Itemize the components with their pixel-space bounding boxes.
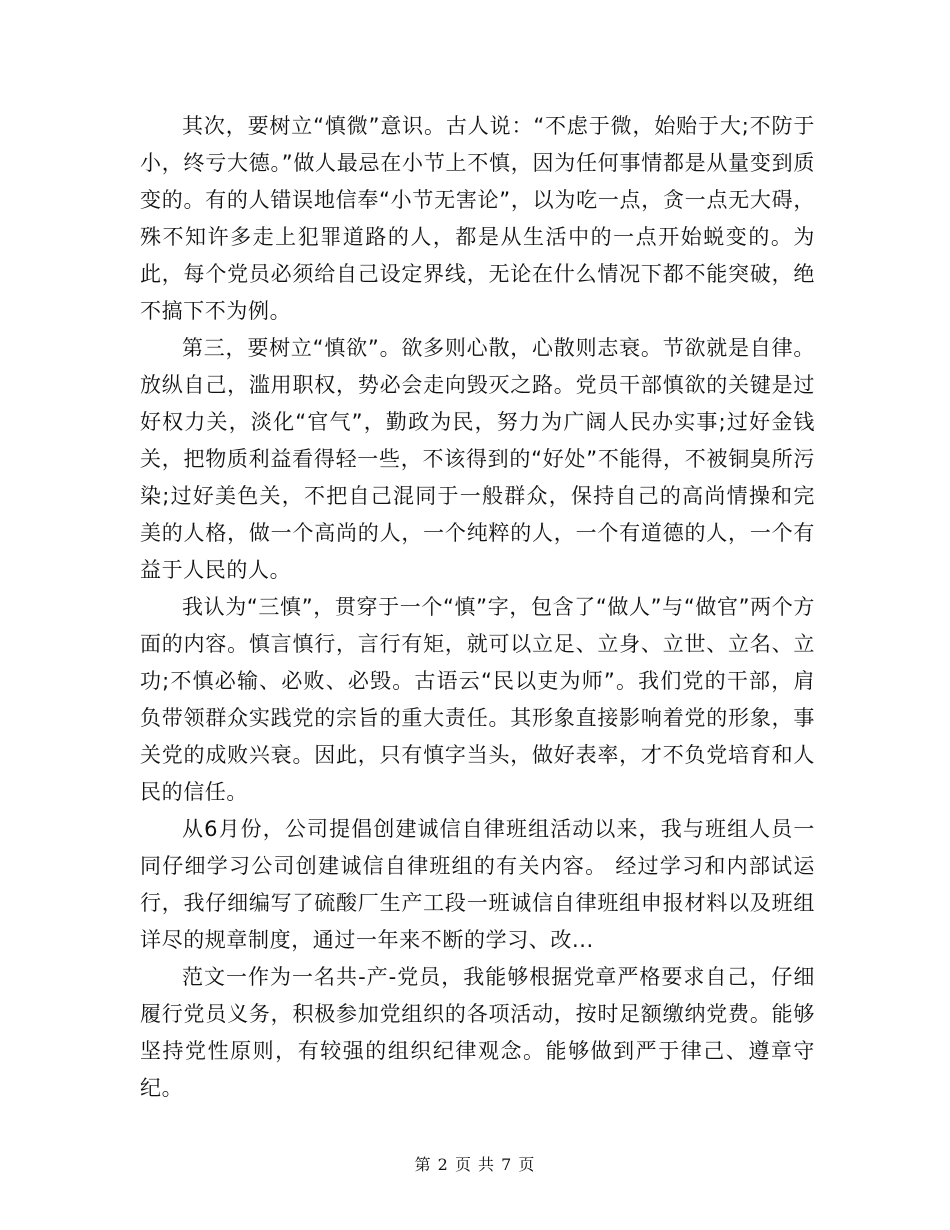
document-body <box>140 108 815 1107</box>
page-number-footer: 第 2 页 共 7 页 <box>414 1155 536 1174</box>
paragraph-san-shen: 我认为“三慎”，贯穿于一个“慎”字，包含了“做人”与“做官”两个方面的内容。慎言慎行，言行有矩，就可以立足、立身、立世、立名、立功;不慎必输、必败、必毁。古语云“民以吏为师”。我们党的干部，肩负带领群众实践党的宗旨的重大责任。其形象直接影响着党的形象，事关党的成败兴衰。因此，只有慎字当头，做好表率，才不负党培育和人民的信任。 <box>140 595 815 804</box>
paragraph-team-activity: 从6月份，公司提倡创建诚信自律班组活动以来，我与班组人员一同仔细学习公司创建诚信自律班组的有关内容。 经过学习和内部试运行，我仔细编写了硫酸厂生产工段一班诚信自律班组申报材料以及班组详尽的规章制度，通过一年来不断的学习、改... <box>140 817 815 952</box>
paragraph-shen-yu: 第三，要树立“慎欲”。欲多则心散，心散则志衰。节欲就是自律。放纵自己，滥用职权，势必会走向毁灭之路。党员干部慎欲的关键是过好权力关，淡化“官气”，勤政为民，努力为广阔人民办实事;过好金钱关，把物质利益看得轻一些，不该得到的“好处”不能得，不被铜臭所污染;过好美色关，不把自己混同于一般群众，保持自己的高尚情操和完美的人格，做一个高尚的人，一个纯粹的人，一个有道德的人，一个有益于人民的人。 <box>140 336 815 582</box>
paragraph-shen-wei: 其次，要树立“慎微”意识。古人说：“不虑于微，始贻于大;不防于小，终亏大德。”做人最忌在小节上不慎，因为任何事情都是从量变到质变的。有的人错误地信奉“小节无害论”，以为吃一点，贪一点无大碍，殊不知许多走上犯罪道路的人，都是从生活中的一点开始蜕变的。为此，每个党员必须给自己设定界线，无论在什么情况下都不能突破，绝不搞下不为例。 <box>140 114 815 323</box>
paragraph-sample-one: 范文一作为一名共-产-党员，我能够根据党章严格要求自己，仔细履行党员义务，积极参加党组织的各项活动，按时足额缴纳党费。能够坚持党性原则，有较强的组织纪律观念。能够做到严于律己、遵章守纪。 <box>140 965 815 1100</box>
